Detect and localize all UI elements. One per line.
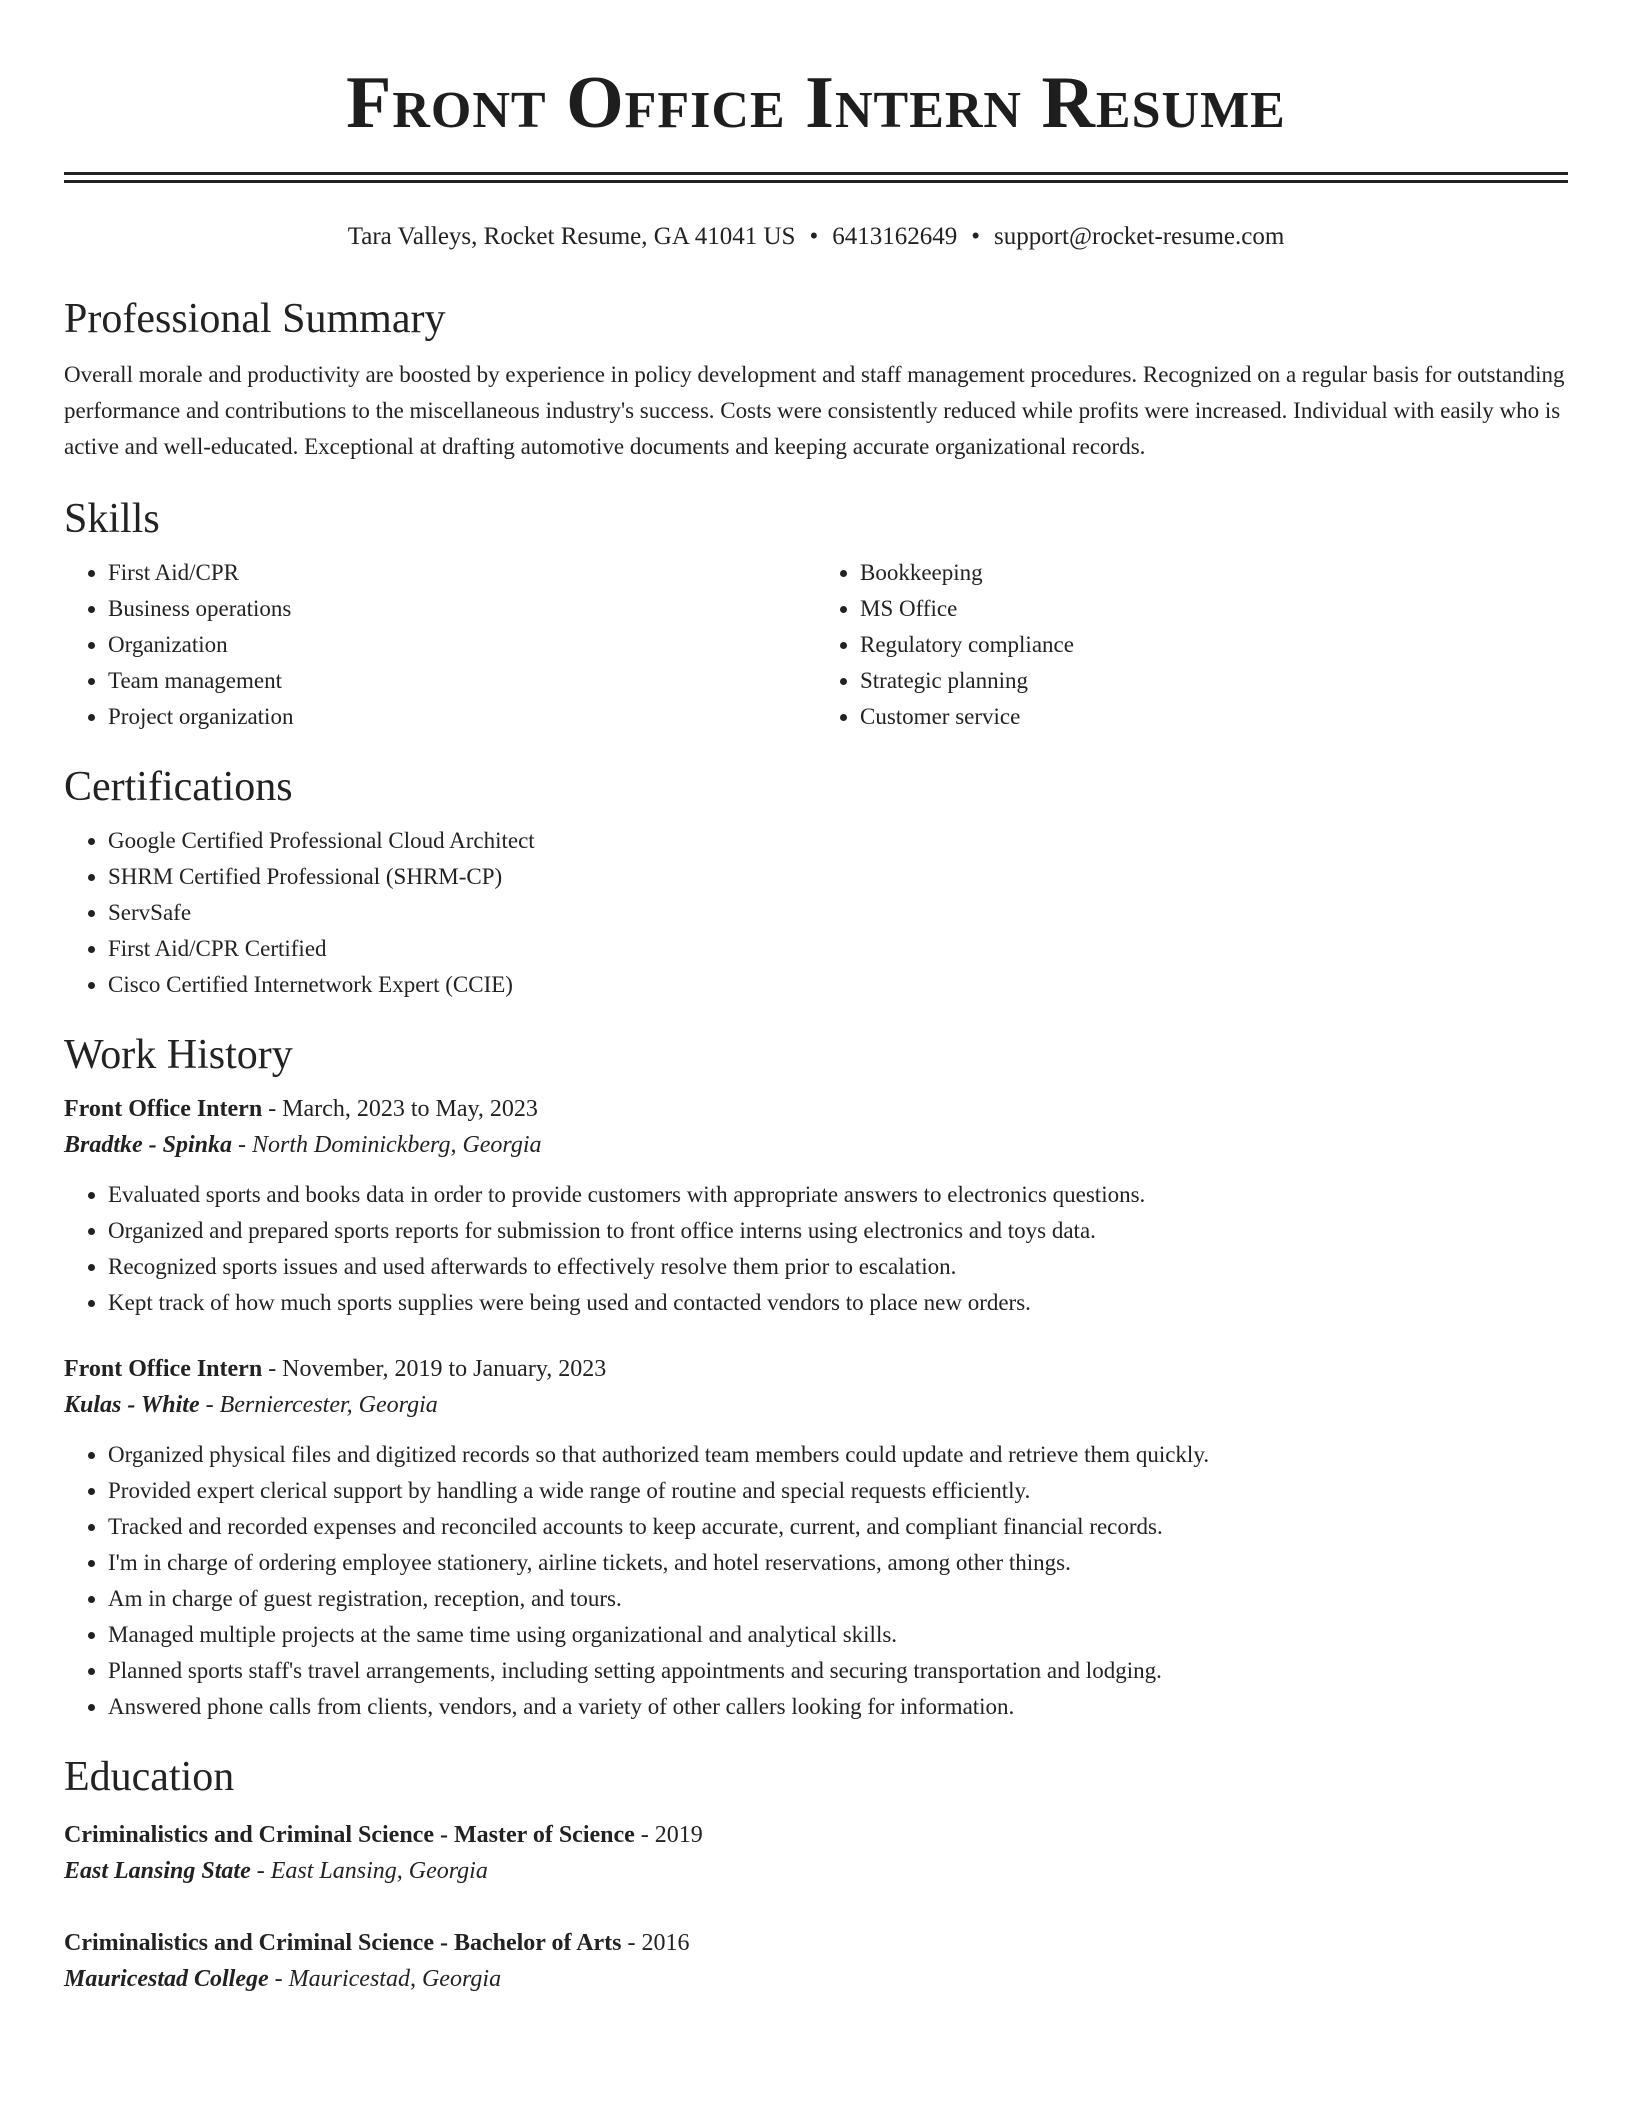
job-company-line bbox=[64, 1387, 1568, 1423]
job-bullets bbox=[64, 1177, 1568, 1321]
job-company-line bbox=[64, 1127, 1568, 1163]
contact-separator: • bbox=[809, 223, 819, 250]
degree: Criminalistics and Criminal Science - Bachelor of Arts bbox=[64, 1930, 622, 1956]
education-entry bbox=[64, 1817, 1568, 1889]
job-entry bbox=[64, 1091, 1568, 1321]
skill-item: • Team management bbox=[108, 663, 816, 699]
skill-item: • Regulatory compliance bbox=[860, 627, 1568, 663]
job-bullet: • Recognized sports issues and used afterwards to effectively resolve them prior to escalation. bbox=[108, 1249, 1568, 1285]
education-heading: Education bbox=[64, 1754, 235, 1800]
skill-item: • Customer service bbox=[860, 699, 1568, 735]
job-entry bbox=[64, 1351, 1568, 1725]
degree-line bbox=[64, 1817, 1568, 1853]
education-entry bbox=[64, 1925, 1568, 1997]
school: East Lansing State bbox=[64, 1858, 251, 1884]
job-location: - Berniercester, Georgia bbox=[199, 1392, 438, 1418]
job-bullets bbox=[64, 1437, 1568, 1725]
certifications-heading: Certifications bbox=[64, 764, 293, 810]
certification-item: • Cisco Certified Internetwork Expert (CCIE) bbox=[108, 967, 1568, 1003]
job-bullet: • I'm in charge of ordering employee stationery, airline tickets, and hotel reservations, among other things. bbox=[108, 1545, 1568, 1581]
skills-list-left bbox=[64, 555, 816, 735]
certification-item: • Google Certified Professional Cloud Architect bbox=[108, 823, 1568, 859]
school-location: - East Lansing, Georgia bbox=[250, 1858, 488, 1884]
job-bullet: • Managed multiple projects at the same time using organizational and analytical skills. bbox=[108, 1617, 1568, 1653]
job-title: Front Office Intern bbox=[64, 1356, 263, 1382]
work-history-heading: Work History bbox=[64, 1032, 293, 1078]
job-bullet: • Organized physical files and digitized records so that authorized team members could update and retrieve them quickly. bbox=[108, 1437, 1568, 1473]
job-bullet: • Evaluated sports and books data in order to provide customers with appropriate answers to electronics questions. bbox=[108, 1177, 1568, 1213]
title-double-rule bbox=[64, 172, 1568, 183]
degree-line bbox=[64, 1925, 1568, 1961]
job-bullet: • Kept track of how much sports supplies were being used and contacted vendors to place new orders. bbox=[108, 1285, 1568, 1321]
contact-phone: 6413162649 bbox=[832, 223, 958, 250]
school-line bbox=[64, 1961, 1568, 1997]
job-bullet: • Organized and prepared sports reports for submission to front office interns using electronics and toys data. bbox=[108, 1213, 1568, 1249]
school: Mauricestad College bbox=[64, 1966, 269, 1992]
job-bullet: • Planned sports staff's travel arrangements, including setting appointments and securing transportation and lodging. bbox=[108, 1653, 1568, 1689]
degree: Criminalistics and Criminal Science - Master of Science bbox=[64, 1822, 635, 1848]
job-company: Bradtke - Spinka bbox=[64, 1132, 233, 1158]
job-title-line bbox=[64, 1091, 1568, 1127]
skill-item: • MS Office bbox=[860, 591, 1568, 627]
school-location: - Mauricestad, Georgia bbox=[268, 1966, 502, 1992]
summary-text: Overall morale and productivity are boosted by experience in policy development and staff management procedures. Recognized on a regular basis for outstanding performance and contributions to the miscellaneous industry's success. Costs were consistently reduced while profits were increased. Individual with easily who is active and well-educated. Exceptional at drafting automotive documents and keeping accurate organizational records. bbox=[64, 362, 1565, 459]
skills-list-right bbox=[816, 555, 1568, 735]
job-bullet: • Am in charge of guest registration, reception, and tours. bbox=[108, 1581, 1568, 1617]
skill-item: • Bookkeeping bbox=[860, 555, 1568, 591]
job-location: - North Dominickberg, Georgia bbox=[232, 1132, 542, 1158]
certifications-list bbox=[64, 823, 1568, 1003]
job-company: Kulas - White bbox=[64, 1392, 200, 1418]
job-title: Front Office Intern bbox=[64, 1096, 263, 1122]
skills-heading: Skills bbox=[64, 496, 160, 542]
school-line bbox=[64, 1853, 1568, 1889]
job-dates: - November, 2019 to January, 2023 bbox=[262, 1356, 607, 1382]
skills-columns bbox=[64, 555, 1568, 735]
certification-item: • SHRM Certified Professional (SHRM-CP) bbox=[108, 859, 1568, 895]
contact-line bbox=[64, 221, 1568, 253]
certification-item: • First Aid/CPR Certified bbox=[108, 931, 1568, 967]
job-bullet: • Tracked and recorded expenses and reconciled accounts to keep accurate, current, and compliant financial records. bbox=[108, 1509, 1568, 1545]
skill-item: • Business operations bbox=[108, 591, 816, 627]
skill-item: • Project organization bbox=[108, 699, 816, 735]
degree-year: - 2019 bbox=[634, 1822, 703, 1848]
job-bullet: • Answered phone calls from clients, vendors, and a variety of other callers looking for information. bbox=[108, 1689, 1568, 1725]
certification-item: • ServSafe bbox=[108, 895, 1568, 931]
skill-item: • Strategic planning bbox=[860, 663, 1568, 699]
degree-year: - 2016 bbox=[621, 1930, 690, 1956]
job-dates: - March, 2023 to May, 2023 bbox=[262, 1096, 538, 1122]
summary-heading: Professional Summary bbox=[64, 296, 446, 342]
contact-separator: • bbox=[971, 223, 980, 250]
contact-email: support@rocket-resume.com bbox=[993, 223, 1285, 250]
skill-item: • First Aid/CPR bbox=[108, 555, 816, 591]
job-bullet: • Provided expert clerical support by handling a wide range of routine and special requests efficiently. bbox=[108, 1473, 1568, 1509]
job-title-line bbox=[64, 1351, 1568, 1387]
resume-title: Front Office Intern Resume bbox=[346, 62, 1286, 144]
skill-item: • Organization bbox=[108, 627, 816, 663]
contact-address: Tara Valleys, Rocket Resume, GA 41041 US bbox=[347, 223, 796, 250]
